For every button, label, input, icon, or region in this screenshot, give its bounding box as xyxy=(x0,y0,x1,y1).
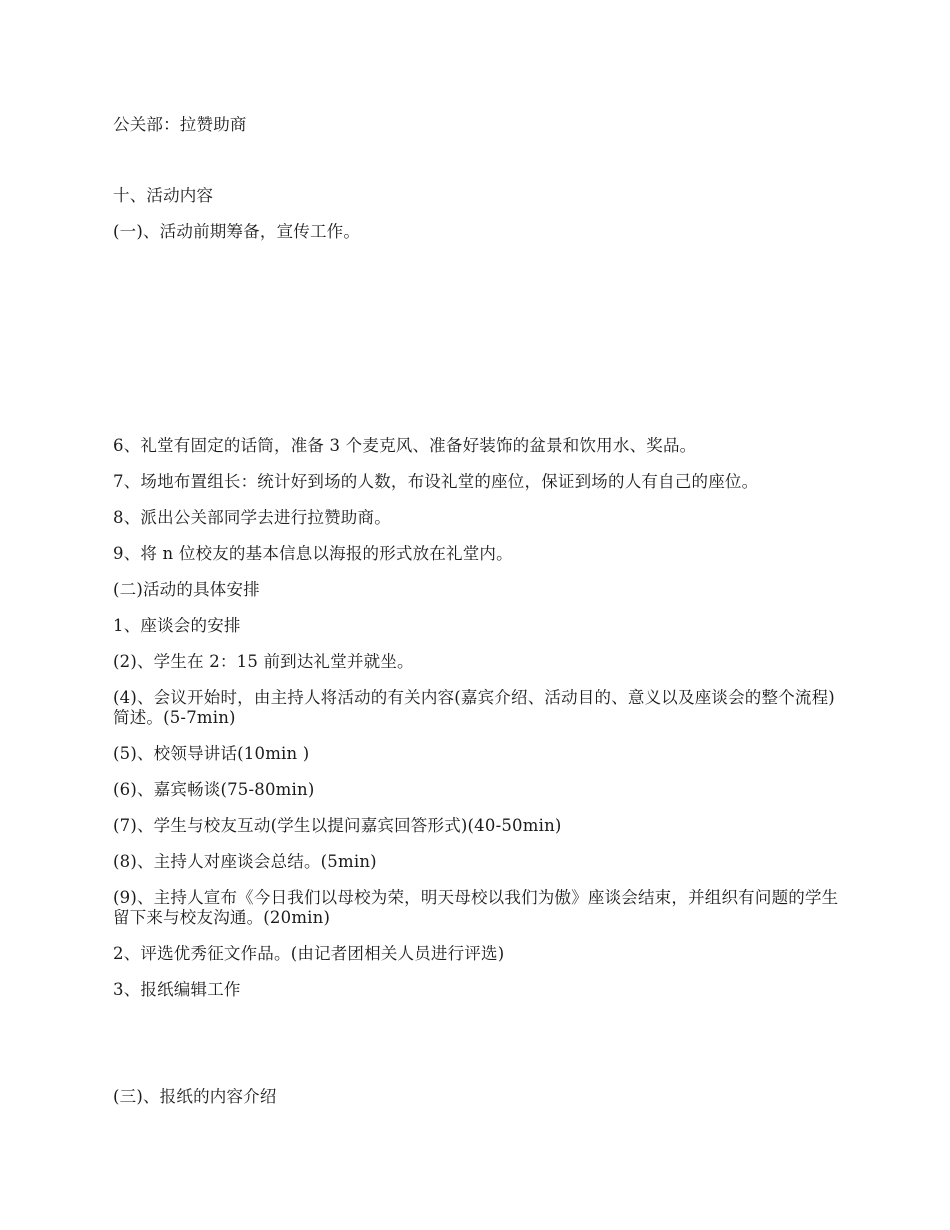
section-heading-activity-content: 十、活动内容 xyxy=(113,186,214,205)
schedule-item-6: (6)、嘉宾畅谈(75-80min) xyxy=(113,780,315,799)
subsection-heading-schedule: (二)活动的具体安排 xyxy=(113,580,260,599)
schedule-item-2: (2)、学生在 2：15 前到达礼堂并就坐。 xyxy=(113,652,414,671)
schedule-item-8: (8)、主持人对座谈会总结。(5min) xyxy=(113,852,377,871)
list-item-essay-selection: 2、评选优秀征文作品。(由记者团相关人员进行评选) xyxy=(113,944,505,963)
list-item-newspaper-editing: 3、报纸编辑工作 xyxy=(113,980,241,999)
schedule-item-5: (5)、校领导讲话(10min ) xyxy=(113,744,310,763)
subsection-heading-newspaper-content: (三)、报纸的内容介绍 xyxy=(113,1087,277,1106)
paragraph-pr-dept: 公关部：拉赞助商 xyxy=(113,115,247,134)
list-item-forum-arrangement: 1、座谈会的安排 xyxy=(113,616,241,635)
list-item-7: 7、场地布置组长：统计好到场的人数，布设礼堂的座位，保证到场的人有自己的座位。 xyxy=(113,472,759,491)
schedule-item-9: (9)、主持人宣布《今日我们以母校为荣，明天母校以我们为傲》座谈会结束，并组织有问题的学生留下来与校友沟通。(20min) xyxy=(113,888,839,927)
schedule-item-4: (4)、会议开始时，由主持人将活动的有关内容(嘉宾介绍、活动目的、意义以及座谈会的整个流程)简述。(5-7min) xyxy=(113,688,835,727)
list-item-9: 9、将 n 位校友的基本信息以海报的形式放在礼堂内。 xyxy=(113,544,513,563)
subsection-heading-preparation: (一)、活动前期筹备，宣传工作。 xyxy=(113,222,361,241)
list-item-8: 8、派出公关部同学去进行拉赞助商。 xyxy=(113,508,391,527)
schedule-item-7: (7)、学生与校友互动(学生以提问嘉宾回答形式)(40-50min) xyxy=(113,816,562,835)
list-item-6: 6、礼堂有固定的话筒，准备 3 个麦克风、准备好装饰的盆景和饮用水、奖品。 xyxy=(113,436,697,455)
